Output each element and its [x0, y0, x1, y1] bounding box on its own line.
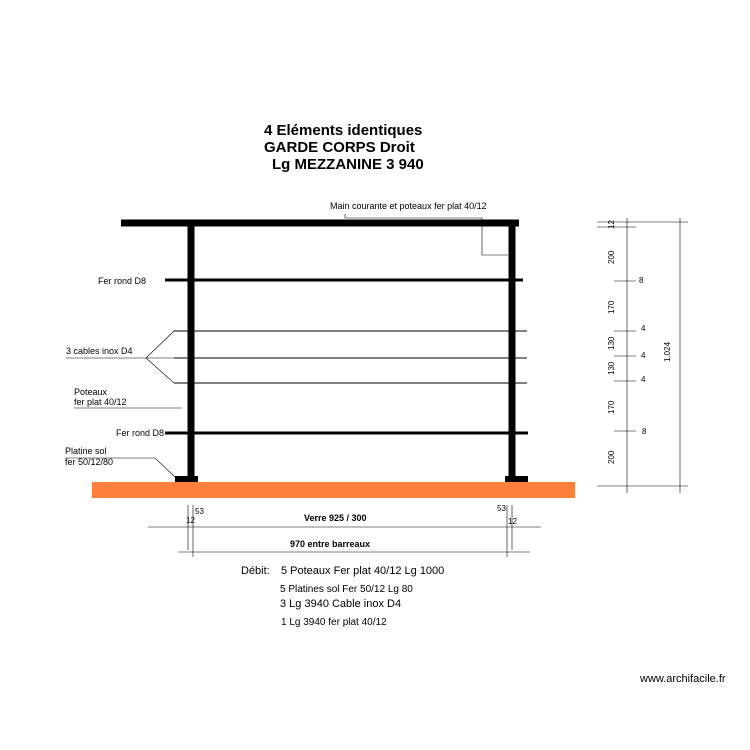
label-platine-1: Platine sol: [65, 446, 107, 456]
title-line-2: GARDE CORPS Droit: [264, 139, 415, 156]
side-dim-130-a: 130: [607, 336, 616, 350]
title-line-3: Lg MEZZANINE 3 940: [272, 156, 424, 173]
dim-left-12: 12: [186, 516, 195, 525]
side-dim-200-bottom: 200: [607, 450, 616, 464]
label-fer-rond-bottom: Fer rond D8: [116, 428, 165, 438]
side-dim-130-b: 130: [607, 361, 616, 375]
dim-right-53: 53: [497, 504, 506, 513]
side-dim-170-bottom: 170: [607, 400, 616, 414]
dim-verre: Verre 925 / 300: [304, 513, 367, 523]
label-platine-2: fer 50/12/80: [65, 457, 114, 467]
side-dim-8-bottom: 8: [642, 427, 647, 436]
side-dim-4-c: 4: [641, 375, 646, 384]
dim-right-12: 12: [508, 517, 517, 526]
side-dim-8-top: 8: [639, 276, 644, 285]
side-dim-4-a: 4: [641, 324, 646, 333]
debit-line-1: 5 Poteaux Fer plat 40/12 Lg 1000: [281, 565, 445, 577]
debit-line-3: 3 Lg 3940 Cable inox D4: [280, 598, 402, 610]
side-dim-total: 1.024: [663, 341, 672, 362]
debit-line-2: 5 Platines sol Fer 50/12 Lg 80: [280, 584, 413, 595]
dim-entre: 970 entre barreaux: [290, 539, 371, 549]
watermark: www.archifacile.fr: [640, 673, 726, 685]
floor-slab: [92, 482, 575, 498]
base-plate-right: [505, 476, 528, 482]
leader-cable-1: [146, 331, 174, 358]
label-main-courante: Main courante et poteaux fer plat 40/12: [330, 201, 487, 211]
side-dim-12: 12: [607, 220, 616, 229]
leader-cable-3: [146, 358, 174, 383]
base-plate-left: [175, 476, 198, 482]
label-cables: 3 cables inox D4: [66, 346, 133, 356]
side-dim-200-top: 200: [607, 250, 616, 264]
label-poteaux-2: fer plat 40/12: [74, 397, 127, 407]
debit-line-4: 1 Lg 3940 fer plat 40/12: [281, 617, 387, 628]
dim-left-53: 53: [195, 507, 204, 516]
label-poteaux-1: Poteaux: [74, 387, 108, 397]
side-dim-4-b: 4: [641, 351, 646, 360]
label-fer-rond-top: Fer rond D8: [98, 276, 147, 286]
title-line-1: 4 Eléments identiques: [264, 122, 423, 139]
debit-label: Débit:: [241, 565, 270, 577]
side-dim-170-top: 170: [607, 300, 616, 314]
